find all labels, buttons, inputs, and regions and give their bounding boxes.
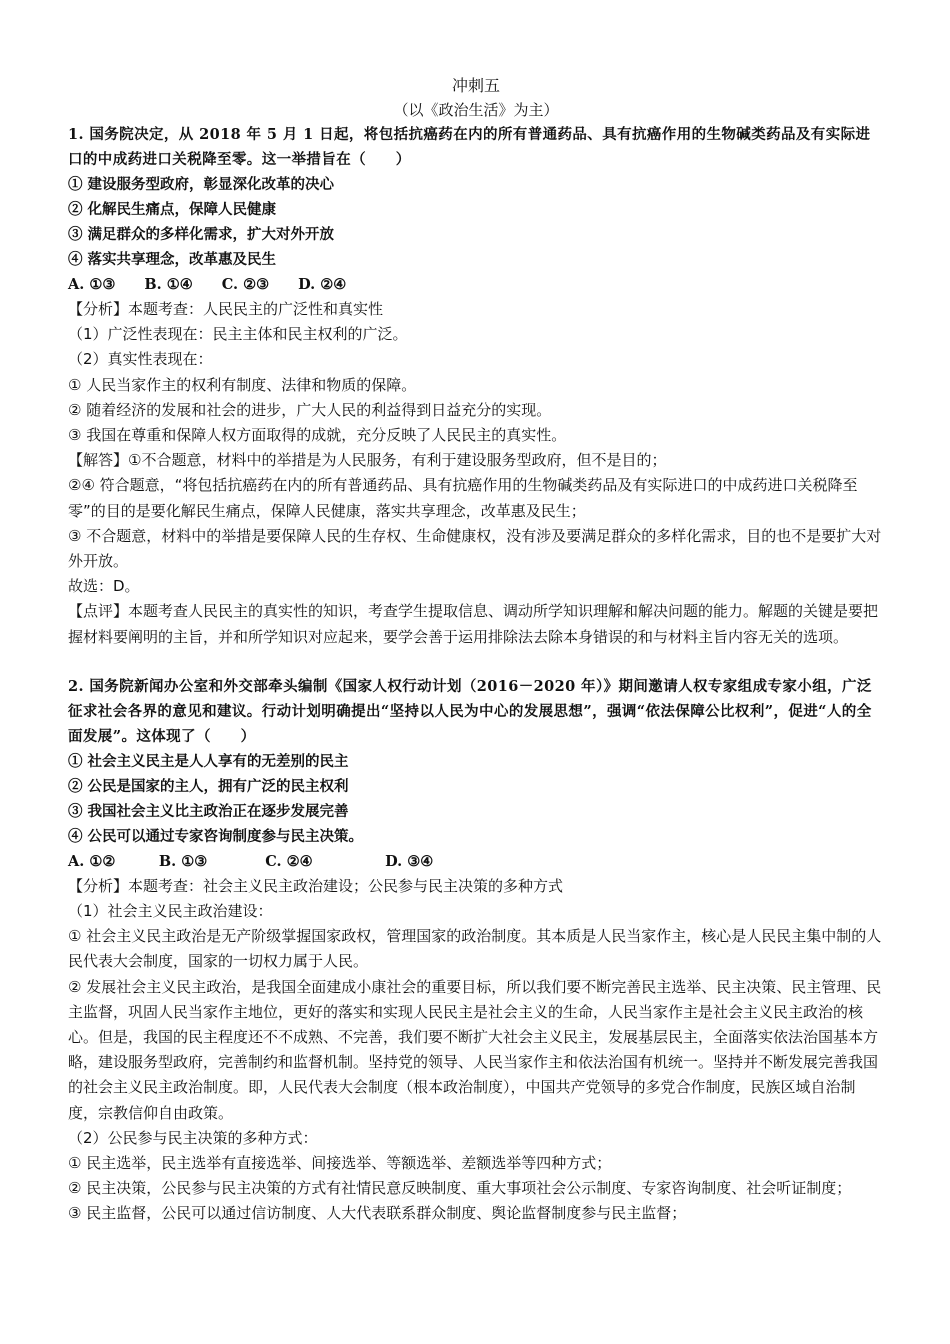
answer-line: ②④ 符合题意，“将包括抗癌药在内的所有普通药品、具有抗癌作用的生物碱类药品及有实际进口的中成药进口关税降至零”的目的是要化解民生痛点，保障人民健康，落实共享理念，改革惠及民生； <box>68 476 858 520</box>
analysis-line: （1）广泛性表现在：民主主体和民主权利的广泛。 <box>68 325 408 344</box>
analysis-line: ① 民主选举，民主选举有直接选举、间接选举、等额选举、差额选举等四种方式； <box>68 1154 612 1173</box>
analysis-line: ② 随着经济的发展和社会的进步，广大人民的利益得到日益充分的实现。 <box>68 400 552 419</box>
analysis-line: 【分析】本题考查：社会主义民主政治建设；公民参与民主决策的多种方式 <box>68 876 564 895</box>
question-2-option: ② 公民是国家的主人，拥有广泛的民主权利 <box>68 777 349 795</box>
analysis-line: ① 人民当家作主的权利有制度、法律和物质的保障。 <box>68 375 417 394</box>
question-2-stem: 2. 国务院新闻办公室和外交部牵头编制《国家人权行动计划（2016－2020 年）》期间邀请人权专家组成专家小组，广泛征求社会各界的意见和建议。行动计划明确提出“坚持以人民为中心的发展思想”，强调“依法保障公比权利”，促进“人的全面发展”。这体现了（ ） <box>68 677 872 745</box>
question-1-option: ① 建设服务型政府，彰显深化改革的决心 <box>68 176 335 193</box>
page-title: 冲刺五 <box>451 76 500 95</box>
analysis-line: （2）真实性表现在： <box>68 350 213 369</box>
comment-paragraph: 【点评】本题考查人民民主的真实性的知识，考查学生提取信息、调动所学知识理解和解决问题的能力。解题的关键是要把握材料要阐明的主旨，并和所学知识对应起来，要学会善于运用排除法去除本身错误的和与材料主旨内容无关的选项。 <box>68 602 879 646</box>
question-2 <box>68 674 884 1227</box>
analysis-line: （2）公民参与民主决策的多种方式： <box>68 1128 318 1147</box>
answer-line: ③ 不合题意，材料中的举措是要保障人民的生存权、生命健康权，没有涉及要满足群众的多样化需求，目的也不是要扩大对外开放。 <box>68 526 882 571</box>
analysis-line: ② 民主决策，公民参与民主决策的方式有社情民意反映制度、重大事项社会公示制度、专家咨询制度、社会听证制度； <box>68 1179 852 1198</box>
analysis-line: ③ 民主监督，公民可以通过信访制度、人大代表联系群众制度、舆论监督制度参与民主监督； <box>68 1204 687 1223</box>
analysis-line: ② 发展社会主义民主政治，是我国全面建成小康社会的重要目标，所以我们要不断完善民主选举、民主决策、民主管理、民主监督，巩固人民当家作主地位，更好的落实和实现人民民主是社会主义的生命，人民当家作主是社会主义民主政治的核心。但是，我国的民主程度还不不成熟、不完善，我们要不断扩大社会主义民主，发展基层民主，全面落实依法治国基本方略，建设服务型政府，完善制约和监督机制。坚持党的领导、人民当家作主和依法治国有机统一。坚持并不断发展完善我国的社会主义民主政治制度。即，人民代表大会制度（根本政治制度），中国共产党领导的多党合作制度，民族区域自治制度，宗教信仰自由政策。 <box>68 977 882 1122</box>
document-page <box>68 74 884 1227</box>
page-subtitle: （以《政治生活》为主） <box>393 101 559 119</box>
question-2-option: ④ 公民可以通过专家咨询制度参与民主决策。 <box>68 827 364 845</box>
question-1 <box>68 122 884 650</box>
analysis-line: 【分析】本题考查：人民民主的广泛性和真实性 <box>68 300 384 318</box>
question-1-option: ③ 满足群众的多样化需求，扩大对外开放 <box>68 226 335 243</box>
analysis-line: ① 社会主义民主政治是无产阶级掌握国家政权，管理国家的政治制度。其本质是人民当家作主，核心是人民民主集中制的人民代表大会制度，国家的一切权力属于人民。 <box>68 927 882 971</box>
analysis-line: （1）社会主义民主政治建设： <box>68 902 273 921</box>
question-2-option: ③ 我国社会主义比主政治正在逐步发展完善 <box>68 802 349 820</box>
answer-line: 【解答】①不合题意，材料中的举措是为人民服务，有利于建设服务型政府，但不是目的； <box>68 451 667 470</box>
question-1-choices: A. ①③ B. ①④ C. ②③ D. ②④ <box>68 276 347 293</box>
question-1-stem: 1. 国务院决定，从 2018 年 5 月 1 日起，将包括抗癌药在内的所有普通药品、具有抗癌作用的生物碱类药品及有实际进口的中成药进口关税降至零。这一举措旨在（ ） <box>68 126 871 168</box>
answer-choice: 故选：D。 <box>68 577 140 596</box>
section-gap <box>68 650 884 674</box>
analysis-line: ③ 我国在尊重和保障人权方面取得的成就，充分反映了人民民主的真实性。 <box>68 426 567 445</box>
question-2-option: ① 社会主义民主是人人享有的无差别的民主 <box>68 752 349 770</box>
question-1-option: ④ 落实共享理念，改革惠及民生 <box>68 251 277 268</box>
question-1-option: ② 化解民生痛点，保障人民健康 <box>68 201 277 218</box>
question-2-choices: A. ①② B. ①③ C. ②④ D. ③④ <box>68 852 434 870</box>
